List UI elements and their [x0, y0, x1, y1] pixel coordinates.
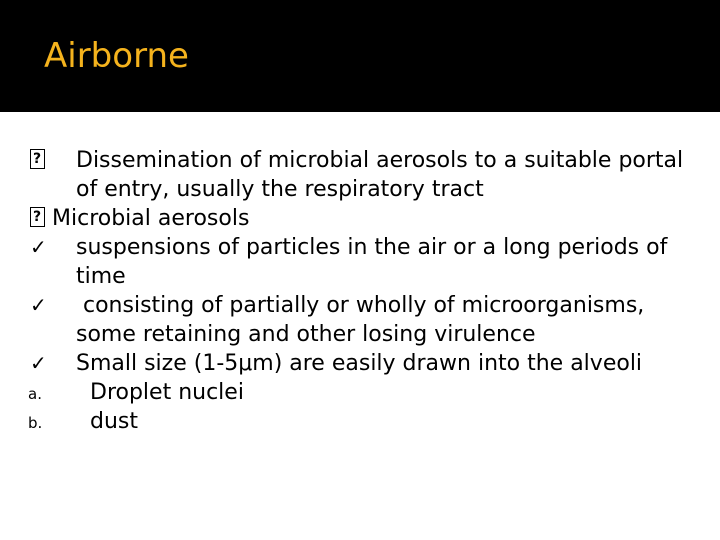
slide-title: Airborne [44, 36, 189, 76]
list-item-text: suspensions of particles in the air or a long periods of time [76, 235, 668, 289]
list-letter-marker: a. [28, 385, 42, 403]
list-item-text: Dissemination of microbial aerosols to a suitable portal of entry, usually the respiratory tract [76, 148, 684, 202]
list-item-dust [28, 407, 698, 436]
missing-glyph-bullet-icon [30, 207, 45, 227]
missing-glyph-bullet-icon [30, 149, 45, 169]
checkmark-bullet-icon: ✓ [30, 351, 47, 375]
list-item-text: Small size (1-5μm) are easily drawn into the alveoli [76, 351, 643, 376]
checkmark-bullet-icon: ✓ [30, 293, 47, 317]
list-item-consisting [28, 291, 698, 349]
slide-body [28, 146, 698, 436]
list-item-microbial-aerosols [28, 204, 698, 233]
list-item-suspensions [28, 233, 698, 291]
list-item-text: consisting of partially or wholly of microorganisms, some retaining and other losing virulence [76, 293, 652, 347]
title-bar [0, 0, 720, 112]
list-item-text: Microbial aerosols [52, 206, 250, 231]
list-item-small-size [28, 349, 698, 378]
list-item-text: Droplet nuclei [90, 380, 244, 405]
list-item-text: dust [90, 409, 138, 434]
list-item-dissemination [28, 146, 698, 204]
checkmark-bullet-icon: ✓ [30, 235, 47, 259]
list-item-droplet-nuclei [28, 378, 698, 407]
list-letter-marker: b. [28, 414, 43, 432]
